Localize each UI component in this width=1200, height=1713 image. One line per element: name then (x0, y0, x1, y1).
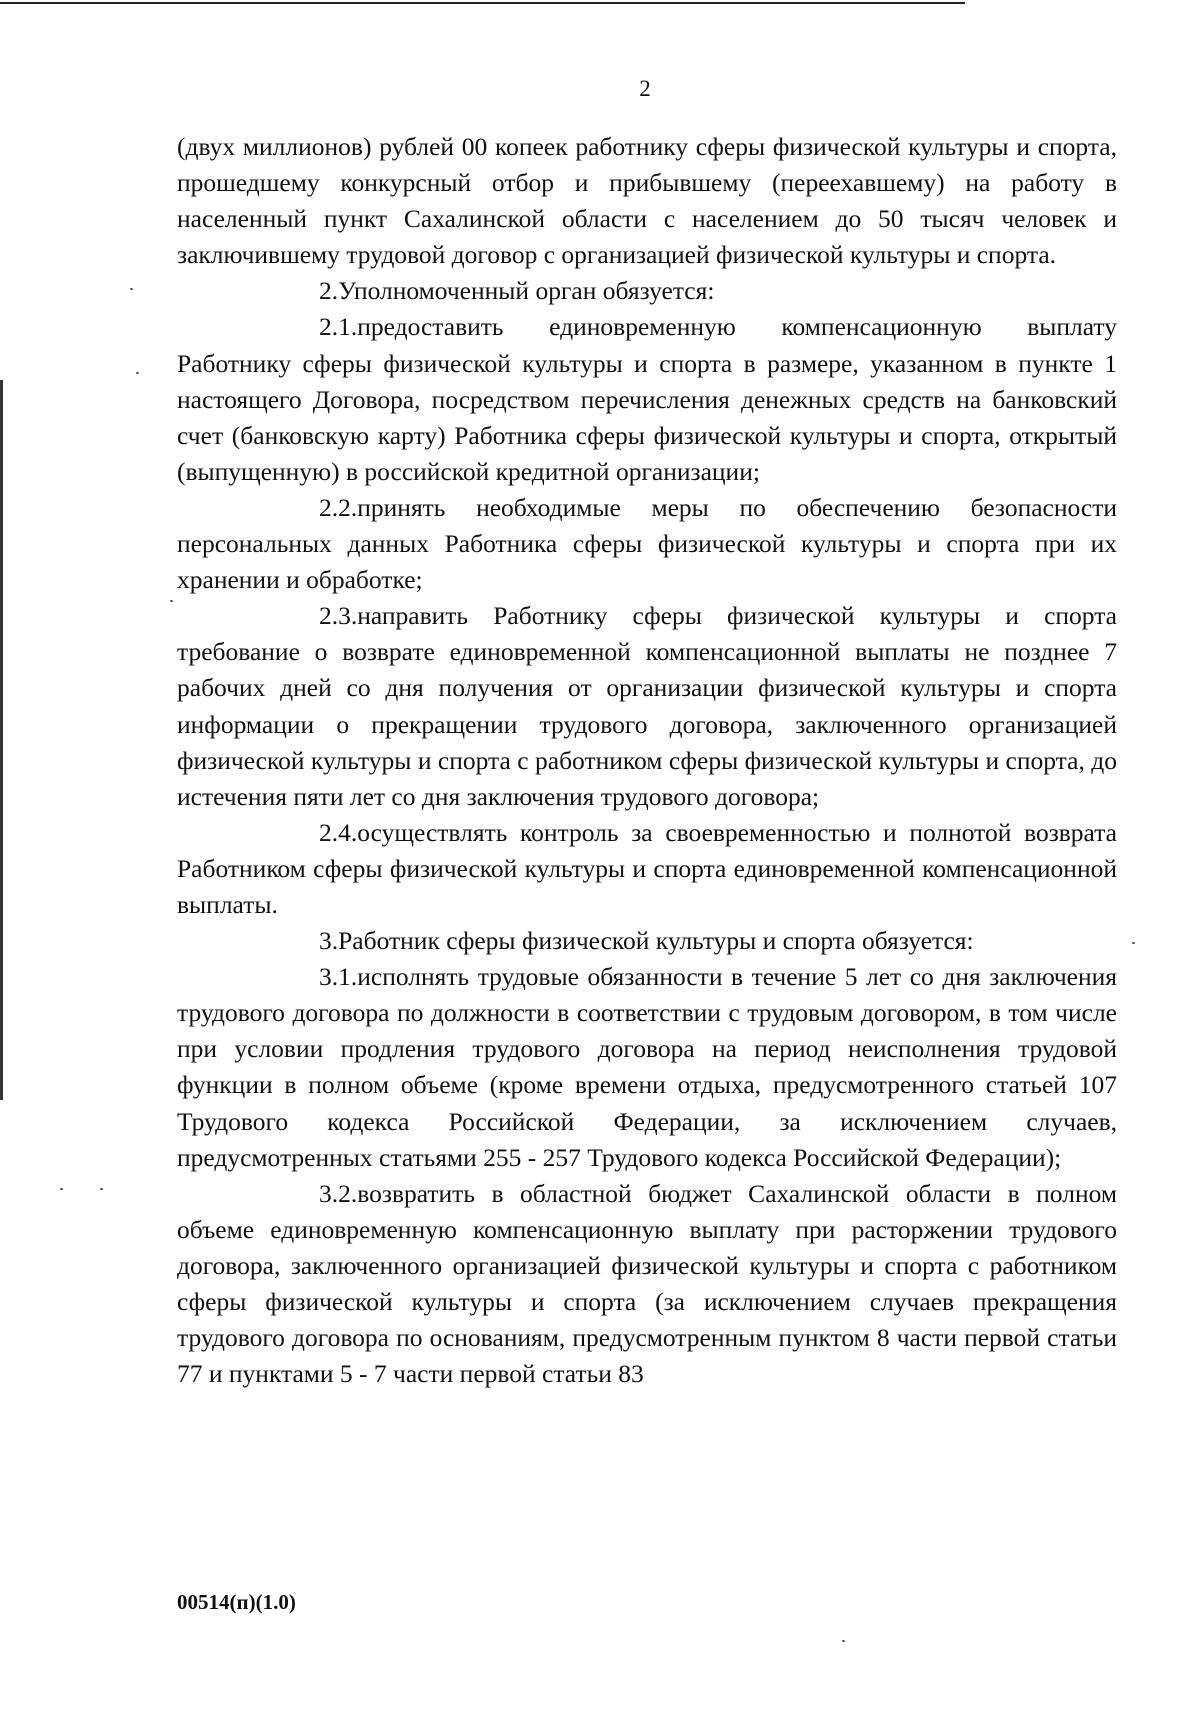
paragraph (177, 959, 1117, 1176)
document-code: 00514(п)(1.0) (177, 1590, 296, 1614)
paragraph-text: направить Работнику сферы физической культуры и спорта требование о возврате единовременной компенсационной выплаты не позднее 7 рабочих дней со дня получения от организации физической культуры и спорта информации о прекращении трудового договора, заключенного организацией физической культуры и спорта с работником сферы физической культуры и спорта, до истечения пяти лет со дня заключения трудового договора; (177, 601, 1117, 811)
clause-number: 2.4. (319, 817, 358, 847)
scan-speck (170, 600, 173, 602)
scan-speck (60, 1188, 63, 1190)
scan-left-edge (0, 380, 3, 1100)
paragraph-text: осуществлять контроль за своевременностью и полнотой возврата Работником сферы физической культуры и спорта единовременной компенсационной выплаты. (177, 817, 1117, 919)
clause-number: 2. (319, 276, 339, 306)
paragraph (177, 815, 1117, 923)
paragraph-text: Работник сферы физической культуры и спорта обязуется: (338, 926, 974, 956)
paragraph (177, 309, 1117, 489)
paragraph (177, 490, 1117, 598)
scan-edge-line (0, 2, 965, 4)
paragraph-text: (двух миллионов) рублей 00 копеек работнику сферы физической культуры и спорта, прошедшему конкурсный отбор и прибывшему (переехавшему) на работу в населенный пункт Сахалинской области с населением до 50 тысяч человек и заключившему трудовой договор с организацией физической культуры и спорта. (177, 132, 1117, 270)
paragraph-text: Уполномоченный орган обязуется: (338, 276, 715, 306)
paragraph (177, 1176, 1117, 1393)
scan-speck (842, 1640, 845, 1642)
scan-speck (136, 372, 139, 374)
clause-number: 3.1. (319, 962, 358, 992)
scan-speck (130, 288, 133, 290)
paragraph (177, 129, 1117, 273)
paragraph-text: исполнять трудовые обязанности в течение 5 лет со дня заключения трудового договора по должности в соответствии с трудовым договором, в том числе при условии продления трудового договора на период неисполнения трудовой функции в полном объеме (кроме времени отдыха, предусмотренного статьей 107 Трудового кодекса Российской Федерации, за исключением случаев, предусмотренных статьями 255 - 257 Трудового кодекса Российской Федерации); (177, 962, 1117, 1172)
clause-number: 2.3. (319, 601, 358, 631)
document-body (177, 129, 1117, 1392)
paragraph-text: принять необходимые меры по обеспечению безопасности персональных данных Работника сферы физической культуры и спорта при их хранении и обработке; (177, 492, 1117, 595)
clause-number: 3. (319, 926, 339, 956)
scan-speck (100, 1188, 103, 1190)
clause-number: 2.2. (319, 492, 358, 522)
paragraph (177, 923, 1117, 959)
clause-number: 3.2. (319, 1178, 358, 1208)
clause-number: 2.1. (319, 312, 358, 342)
paragraph (177, 598, 1117, 815)
scan-speck (1132, 942, 1135, 944)
paragraph-text: возвратить в областной бюджет Сахалинской области в полном объеме единовременную компенсационную выплату при расторжении трудового договора, заключенного организацией физической культуры и спорта с работником сферы физической культуры и спорта (за исключением случаев прекращения трудового договора по основаниям, предусмотренным пунктом 8 части первой статьи 77 и пунктами 5 - 7 части первой статьи 83 (177, 1178, 1117, 1389)
page-number: 2 (639, 76, 651, 101)
paragraph-text: предоставить единовременную компенсационную выплату Работнику сферы физической культуры и спорта в размере, указанном в пункте 1 настоящего Договора, посредством перечисления денежных средств на банковский счет (банковскую карту) Работника сферы физической культуры и спорта, открытый (выпущенную) в российской кредитной организации; (177, 312, 1117, 486)
paragraph (177, 273, 1117, 309)
